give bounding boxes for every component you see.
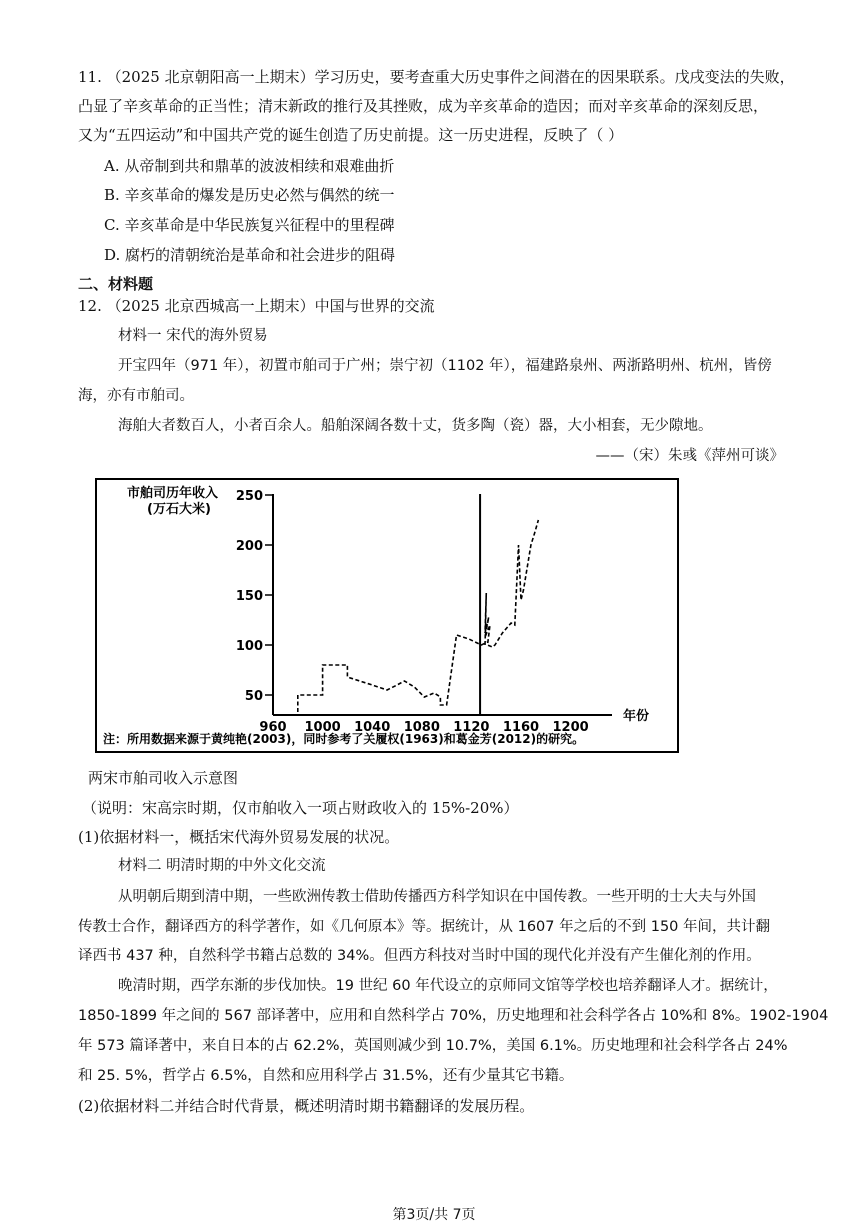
q11-option-c: C. 辛亥革命是中华民族复兴征程中的里程碑 [104, 216, 395, 234]
series-line-2 [485, 520, 538, 647]
chart-series-group [298, 520, 539, 712]
x-tick-label: 1120 [453, 720, 490, 735]
y-tick-label: 250 [235, 489, 263, 504]
material1-source: ——（宋）朱彧《萍州可谈》 [595, 448, 784, 464]
material2-title: 材料二 明清时期的中外文化交流 [118, 858, 326, 874]
x-tick-label: 1160 [502, 720, 540, 735]
chart-xlabel: 年份 [623, 709, 650, 724]
material1-para1b: 海，亦有市舶司。 [78, 388, 194, 404]
q11-option-a: A. 从帝制到共和鼎革的波波相续和艰难曲折 [104, 157, 395, 175]
material1-title: 材料一 宋代的海外贸易 [118, 328, 268, 344]
material1-para2: 海舶大者数百人，小者百余人。船舶深阔各数十丈，货多陶（瓷）器，大小相套，无少隙地。 [118, 418, 713, 434]
q11-stem-line2: 凸显了辛亥革命的正当性；清末新政的推行及其挫败，成为辛亥革命的造因；而对辛亥革命的深刻反思， [78, 97, 769, 115]
revenue-chart [95, 478, 679, 753]
material2-para1a: 从明朝后期到清中期，一些欧洲传教士借助传播西方科学知识在中国传教。一些开明的士大夫与外国 [118, 889, 756, 905]
x-tick-label: 1080 [403, 720, 440, 735]
material2-para2c: 年 573 篇译著中，来自日本的占 62.2%，英国则减少到 10.7%，美国 6.1%。历史地理和社会科学各占 24% [78, 1038, 788, 1054]
q12-title: 12. （2025 北京西城高一上期末）中国与世界的交流 [78, 297, 435, 315]
material1-para1a: 开宝四年（971 年），初置市舶司于广州；崇宁初（1102 年），福建路泉州、两浙路明州、杭州，皆傍 [118, 358, 772, 374]
chart-ylabel-line1: 市舶司历年收入 [127, 486, 219, 501]
material2-para2d: 和 25. 5%，哲学占 6.5%，自然和应用科学占 31.5%，还有少量其它书籍。 [78, 1068, 574, 1084]
q12-sub2: (2)依据材料二并结合时代背景，概述明清时期书籍翻译的发展历程。 [78, 1097, 535, 1115]
x-tick-label: 1040 [354, 720, 391, 735]
chart-ylabel-line2: (万石大米) [147, 502, 211, 517]
x-tick-label: 960 [259, 720, 287, 735]
chart-explanation: （说明：宋高宗时期，仅市舶收入一项占财政收入的 15%-20%） [82, 799, 519, 817]
q12-sub1: (1)依据材料一，概括宋代海外贸易发展的状况。 [78, 828, 400, 846]
x-tick-label: 1200 [552, 720, 589, 735]
material2-para2a: 晚清时期，西学东渐的步伐加快。19 世纪 60 年代设立的京师同文馆等学校也培养翻译人才。据统计， [118, 978, 778, 994]
y-tick-label: 50 [244, 689, 263, 704]
chart-note: 注：所用数据来源于黄纯艳(2003)，同时参考了关履权(1963)和葛金芳(2012)的研究。 [103, 732, 585, 746]
material2-para1b: 传教士合作，翻译西方的科学著作，如《几何原本》等。据统计，从 1607 年之后的不到 150 年间，共计翻 [78, 919, 771, 935]
section-heading: 二、材料题 [78, 275, 154, 293]
q11-option-d: D. 腐朽的清朝统治是革命和社会进步的阻碍 [104, 246, 396, 264]
y-tick-label: 200 [235, 539, 263, 554]
x-tick-label: 1000 [304, 720, 341, 735]
q11-option-b: B. 辛亥革命的爆发是历史必然与偶然的统一 [104, 186, 395, 204]
y-tick-label: 150 [235, 589, 263, 604]
page-footer: 第3页/共 7页 [392, 1207, 476, 1223]
y-tick-label: 100 [235, 639, 263, 654]
material2-para1c: 译西书 437 种，自然科学书籍占总数的 34%。但西方科技对当时中国的现代化并没有产生催化剂的作用。 [78, 948, 761, 964]
series-line-1 [298, 635, 488, 712]
revenue-chart-svg [97, 480, 677, 751]
chart-caption: 两宋市舶司收入示意图 [88, 769, 239, 787]
material2-para2b: 1850-1899 年之间的 567 部译著中，应用和自然科学占 70%，历史地理和社会科学各占 10%和 8%。1902-1904 [78, 1008, 829, 1024]
q11-stem-line1: 11. （2025 北京朝阳高一上期末）学习历史，要考查重大历史事件之间潜在的因果联系。戊戌变法的失败， [78, 68, 795, 86]
q11-stem-line3: 又为“五四运动”和中国共产党的诞生创造了历史前提。这一历史进程，反映了（ ） [78, 126, 624, 144]
chart-y-ticks [236, 489, 273, 704]
